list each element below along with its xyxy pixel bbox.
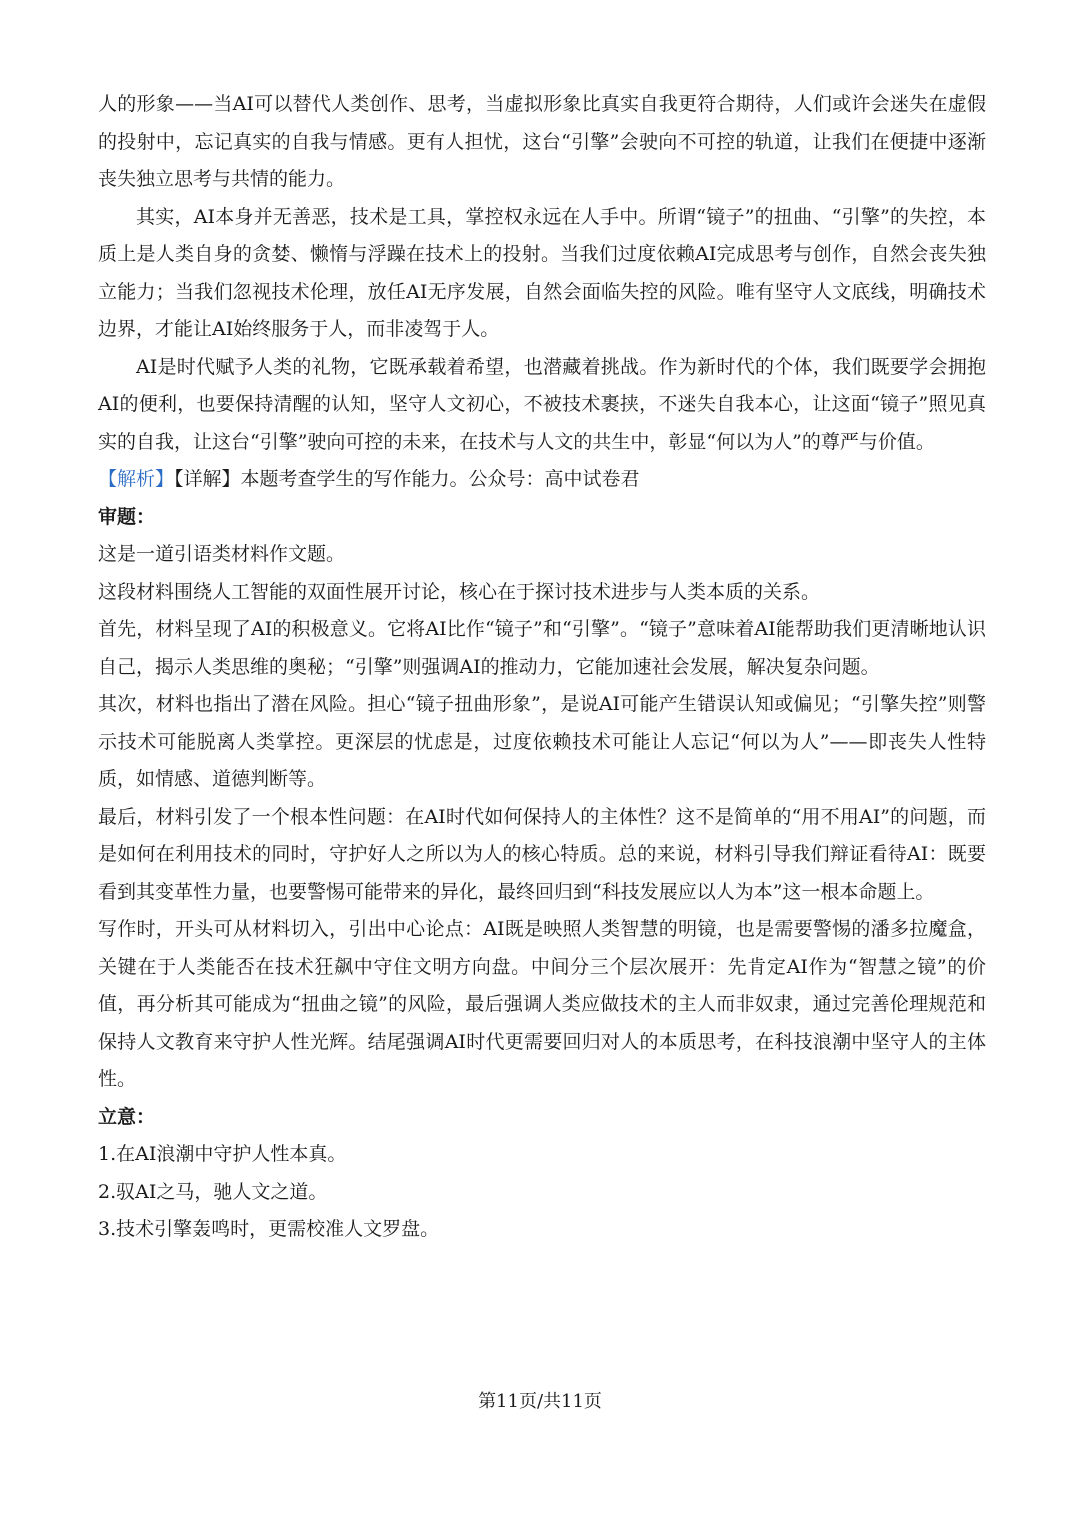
analysis-paragraph-first: 首先，材料呈现了AI的积极意义。它将AI比作“镜子”和“引擎”。“镜子”意味着AI能帮助我们更清晰地认识自己，揭示人类思维的奥秘；“引擎”则强调AI的推动力，它能加速社会发展，解决复杂问题。 xyxy=(98,618,986,678)
analysis-line-1: 这是一道引语类材料作文题。 xyxy=(98,543,346,565)
analysis-tag: 【解析】 xyxy=(98,468,175,490)
page-content xyxy=(98,86,986,1249)
essay-paragraph-1: 人的形象——当AI可以替代人类创作、思考，当虚拟形象比真实自我更符合期待，人们或许会迷失在虚假的投射中，忘记真实的自我与情感。更有人担忧，这台“引擎”会驶向不可控的轨道，让我们在便捷中逐渐丧失独立思考与共情的能力。 xyxy=(98,93,986,190)
analysis-paragraph-second: 其次，材料也指出了潜在风险。担心“镜子扭曲形象”，是说AI可能产生错误认知或偏见；“引擎失控”则警示技术可能脱离人类掌控。更深层的忧虑是，过度依赖技术可能让人忘记“何以为人”——即丧失人性特质，如情感、道德判断等。 xyxy=(98,693,986,790)
idea-item-2: 2.驭AI之马，驰人文之道。 xyxy=(98,1180,328,1203)
analysis-paragraph-last: 最后，材料引发了一个根本性问题：在AI时代如何保持人的主体性？这不是简单的“用不用AI”的问题，而是如何在利用技术的同时，守护好人之所以为人的核心特质。总的来说，材料引导我们辩证看待AI：既要看到其变革性力量，也要警惕可能带来的异化，最终回归到“科技发展应以人为本”这一根本命题上。 xyxy=(98,805,986,903)
essay-paragraph-2: 其实，AI本身并无善恶，技术是工具，掌控权永远在人手中。所谓“镜子”的扭曲、“引擎”的失控，本质上是人类自身的贪婪、懒惰与浮躁在技术上的投射。当我们过度依赖AI完成思考与创作，自然会丧失独立能力；当我们忽视技术伦理，放任AI无序发展，自然会面临失控的风险。唯有坚守人文底线，明确技术边界，才能让AI始终服务于人，而非凌驾于人。 xyxy=(98,205,986,340)
shenti-heading: 审题： xyxy=(98,505,156,528)
analysis-line-2: 这段材料围绕人工智能的双面性展开讨论，核心在于探讨技术进步与人类本质的关系。 xyxy=(98,580,821,603)
idea-item-1: 1.在AI浪潮中守护人性本真。 xyxy=(98,1143,347,1165)
liyi-heading: 立意： xyxy=(98,1105,156,1128)
idea-item-3: 3.技术引擎轰鸣时，更需校准人文罗盘。 xyxy=(98,1218,440,1240)
essay-paragraph-3: AI是时代赋予人类的礼物，它既承载着希望，也潜藏着挑战。作为新时代的个体，我们既要学会拥抱AI的便利，也要保持清醒的认知，坚守人文初心，不被技术裹挟，不迷失自我本心，让这面“镜子”照见真实的自我，让这台“引擎”驶向可控的未来，在技术与人文的共生中，彰显“何以为人”的尊严与价值。 xyxy=(98,355,986,453)
analysis-intro-line xyxy=(98,461,986,499)
analysis-intro: 【详解】本题考查学生的写作能力。公众号：高中试卷君 xyxy=(174,468,640,490)
page-number-footer: 第11页/共11页 xyxy=(478,1391,602,1412)
writing-guidance-paragraph: 写作时，开头可从材料切入，引出中心论点：AI既是映照人类智慧的明镜，也是需要警惕的潘多拉魔盒，关键在于人类能否在技术狂飙中守住文明方向盘。中间分三个层次展开：先肯定AI作为“智慧之镜”的价值，再分析其可能成为“扭曲之镜”的风险，最后强调人类应做技术的主人而非奴隶，通过完善伦理规范和保持人文教育来守护人性光辉。结尾强调AI时代更需要回归对人的本质思考，在科技浪潮中坚守人的主体性。 xyxy=(98,918,986,1090)
